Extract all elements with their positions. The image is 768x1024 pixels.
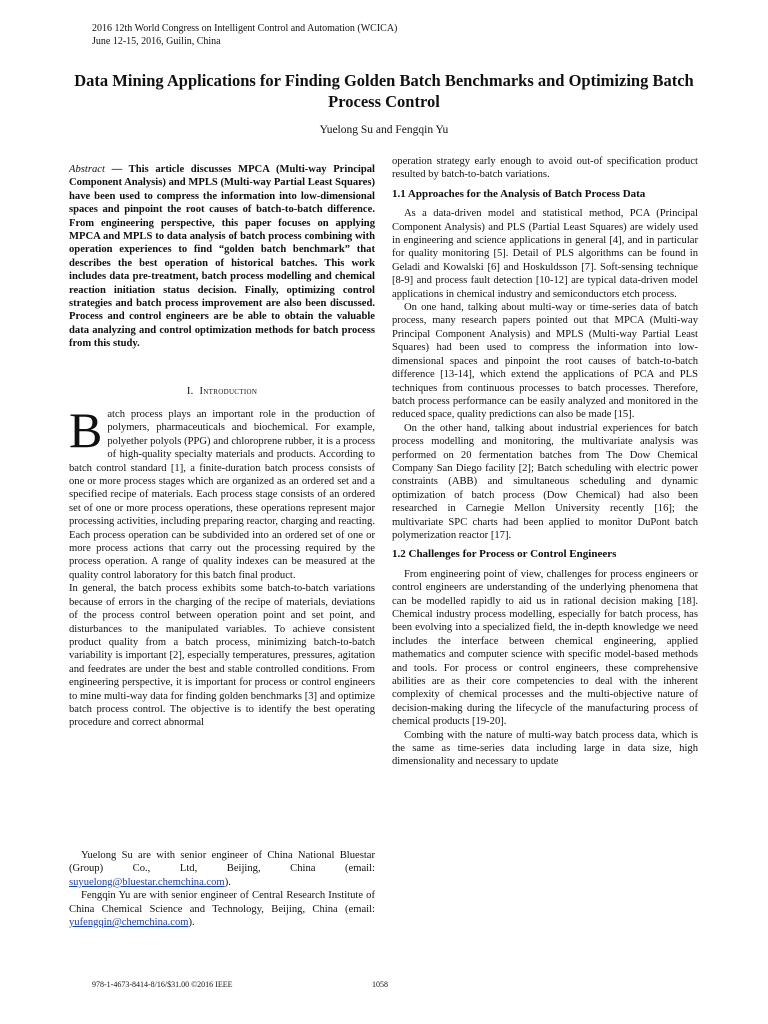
author2-email-link[interactable]: yufengqin@chemchina.com — [69, 917, 189, 929]
section-title: Introduction — [199, 386, 258, 397]
right-paragraph-5: Combing with the nature of multi-way batch process data, which is the same as time-series data including large in data size, high dimensionality and necessary to update — [392, 729, 698, 768]
paper-authors: Yuelong Su and Fengqin Yu — [319, 124, 449, 136]
abstract-text: — This article discusses MPCA (Multi-way Principal Component Analysis) and MPLS (Multi-way Partial Least Squares) have been used to compress the information into low-dimensional spaces and pinpoint the root causes of batch-to-batch difference. From engineering perspective, this paper focuses on applying MPCA and MPLS to data analysis of batch process combining with operation experiences to find “golden batch benchmark” that describes the best operation of historical batches. This work includes data pre-treatment, batch process modelling and chemical reaction initiation status decision. Finally, optimizing control strategies and batch process improvement are also been discussed. Process and control engineers are be able to obtain the valuable data analyzing and control optimization methods for batch process from this study. — [69, 164, 375, 350]
intro-paragraph-2: In general, the batch process exhibits some batch-to-batch variations because of errors in the charging of the recipe of materials, deviations of the process control between operation point and set point, and disturbances to the manipulated variables. To achieve consistent product quality from a batch process, minimizing batch-to-batch variability is important [2], especially temperatures, pressures, agitation and feedrates are under the best and stable controlled conditions. From engineering perspective, it is important for process or control engineers to mine multi-way data for finding golden benchmarks [3] and optimize batch process control. The objective is to identify the best operating procedure and correct abnormal — [69, 583, 375, 729]
footnote-author1-end: ). — [224, 876, 231, 888]
footnote-author2-end: ). — [188, 917, 195, 929]
subsection-heading-1-2: 1.2 Challenges for Process or Control Engineers — [392, 548, 617, 561]
abstract-label: Abstract — [69, 164, 105, 175]
paper-title: Data Mining Applications for Finding Golden Batch Benchmarks and Optimizing Batch Process Control — [74, 71, 694, 111]
right-paragraph-1: As a data-driven model and statistical method, PCA (Principal Component Analysis) and PLS (Partial Least Squares) are widely used in engineering and science applications in general [4], and in particular for quality monitoring [5]. Detail of PLS algorithms can be found in Geladi and Kowalski [6] and Hoskuldsson [7]. Soft-sensing technique [8-9] and process fault detection [10-12] are typical data-driven model applications in chemical industry and semiconductors etch process. — [392, 208, 698, 300]
right-paragraph-4: From engineering point of view, challenges for process engineers or control engineers are understanding of the underlying phenomena that can be modelled rapidly to aid us in rational decision making [18]. Chemical industry process modelling, especially for batch process, has been evolving into a specialized field, the in-depth knowledge we need includes the interface between chemical engineering, applied mathematics and computer science with specific model-based methods and tools. For process or control engineers, these comprehensive abilities are as their core competencies to deal with the inherent complexity of chemical processes and the multi-objective nature of decision-making during the lifecycle of the manufacturing process of chemical products [19-20]. — [392, 568, 698, 728]
author1-email-link[interactable]: suyuelong@bluestar.chemchina.com — [69, 876, 225, 888]
section-numeral: I. — [186, 386, 194, 397]
page-number: 1058 — [372, 980, 388, 989]
right-column — [392, 155, 698, 769]
section-heading-introduction — [69, 386, 375, 397]
subsection-heading-1-1: 1.1 Approaches for the Analysis of Batch Process Data — [392, 187, 646, 200]
copyright-notice: 978-1-4673-8414-8/16/$31.00 ©2016 IEEE — [92, 980, 233, 989]
right-paragraph-3: On the other hand, talking about industrial experiences for batch process modelling and monitoring, the multivariate analysis was performed on 20 fermentation batches from The Dow Chemical Company San Diego facility [2]; Batch scheduling with electric power constraints (ABB) and simultaneous scheduling and dynamic optimization of batch process (Dow Chemical) had also been researched in Carnegie Mellon University recently [16]; the multivariate SPC charts had been applied to monitor DuPont batch polymerization reactor [17]. — [392, 422, 698, 541]
continued-paragraph: operation strategy early enough to avoid out-of specification product resulted by batch-to-batch variations. — [392, 156, 698, 181]
author-footnote — [69, 849, 375, 929]
conference-date: June 12-15, 2016, Guilin, China — [92, 36, 221, 47]
introduction-body — [69, 402, 375, 730]
footnote-author2: Fengqin Yu are with senior engineer of Central Research Institute of China Chemical Science and Technology, Beijing, China (email: — [69, 890, 375, 915]
drop-cap: B — [69, 402, 103, 458]
intro-paragraph-1: atch process plays an important role in the production of polymers, pharmaceuticals and biochemical. For example, polyether polyols (PPG) and chloroprene rubber, it is a process of high-quality specialty materials and products. According to batch control standard [1], a finite-duration batch process consists of one or more process stages which are organized as an ordered set and a specified recipe of materials. Each process stage consists of an ordered set of one or more process operations, these operations represent major processing activities, including preparing reactor, charging and reacting. Each process operation can be subdivided into an ordered set of one or more process actions that carry out the processing required by the process operation. A range of quality indexes can be measured at the quality control laboratory for this batch final product. — [69, 409, 375, 581]
right-paragraph-2: On one hand, talking about multi-way or time-series data of batch process, many research papers pointed out that MPCA (Multi-way Principal Component Analysis) and MPLS (Multi-way Partial Least Squares) had been used to compress the information into low-dimensional spaces and pinpoint the root causes of batch-to-batch difference [13-14], which extend the applications of PCA and PLS techniques from continuous processes to batch processes. Therefore, batch process performance can be easily analyzed and monitored in the reduced space, quality predictions can also be made [15]. — [392, 302, 698, 421]
conference-header — [92, 22, 397, 48]
conference-name: 2016 12th World Congress on Intelligent Control and Automation (WCICA) — [92, 23, 398, 34]
abstract — [69, 163, 375, 351]
footnote-author1: Yuelong Su are with senior engineer of China National Bluestar (Group) Co., Ltd, Beijing, China (email: — [69, 850, 375, 875]
